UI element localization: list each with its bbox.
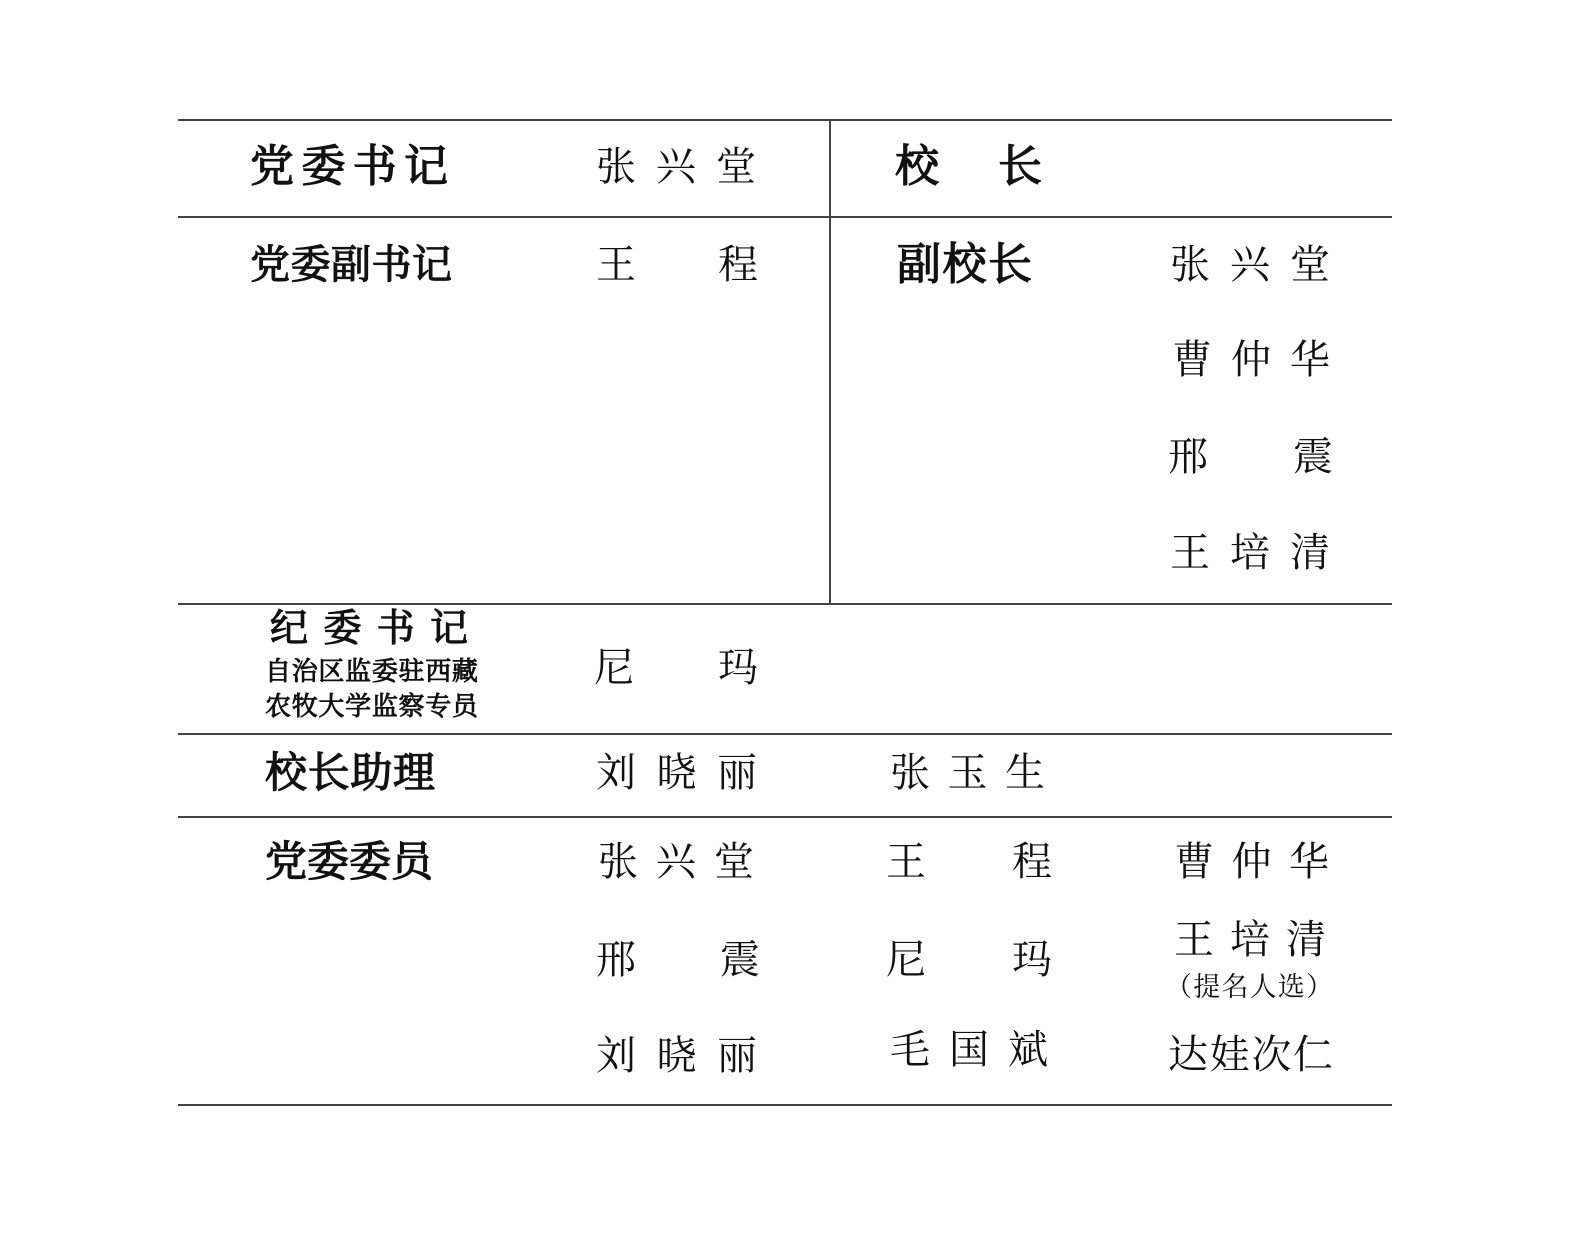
- committee-member-name: [596, 935, 760, 985]
- committee-member-name: [1174, 837, 1329, 887]
- president-assistant-name: [890, 748, 1045, 798]
- glyph: 副: [897, 239, 941, 290]
- glyph: 娃: [1209, 1032, 1250, 1078]
- discipline-secretary-name: [594, 643, 758, 693]
- glyph: 国: [949, 1027, 989, 1073]
- glyph: 驻: [398, 657, 425, 687]
- glyph: 培: [1230, 530, 1270, 576]
- glyph: 兴: [1230, 242, 1270, 288]
- glyph: 员: [391, 837, 434, 886]
- glyph: 晓: [656, 750, 697, 796]
- glyph: 记: [429, 605, 468, 650]
- glyph: 丽: [717, 1033, 757, 1079]
- glyph: 记: [412, 241, 452, 288]
- glyph: 监: [371, 692, 398, 722]
- glyph: 区: [318, 657, 345, 687]
- glyph: 治: [291, 657, 318, 687]
- discipline-secretary-title: [270, 606, 468, 650]
- glyph: 刘: [596, 750, 636, 796]
- glyph: 晓: [656, 1033, 697, 1079]
- glyph: 委: [323, 605, 362, 650]
- glyph: 自: [265, 657, 292, 687]
- glyph: 王: [596, 242, 636, 288]
- party-committee-title: [265, 836, 433, 888]
- vice-president-name: [1172, 335, 1330, 385]
- glyph: 达: [1168, 1032, 1208, 1078]
- glyph: 委: [301, 141, 346, 192]
- glyph: 校: [265, 748, 308, 797]
- committee-member-name: [1168, 1030, 1333, 1080]
- column-divider: [829, 119, 831, 603]
- glyph: 王: [1170, 530, 1210, 576]
- glyph: 清: [1290, 530, 1330, 576]
- glyph: 曹: [1174, 839, 1214, 885]
- glyph: 王: [886, 839, 926, 885]
- glyph: 校: [942, 239, 987, 290]
- glyph: 程: [718, 242, 758, 288]
- glyph: 校: [895, 141, 939, 192]
- glyph: 党: [250, 141, 294, 192]
- supervisor-title-line: [265, 691, 478, 723]
- glyph: 牧: [291, 692, 318, 722]
- glyph: 张: [1170, 242, 1210, 288]
- glyph: 大: [318, 692, 345, 722]
- glyph: 委: [349, 837, 392, 886]
- glyph: 震: [1293, 434, 1333, 480]
- glyph: 堂: [1290, 242, 1330, 288]
- glyph: 纪: [270, 605, 309, 650]
- glyph: 尼: [886, 937, 926, 983]
- row-divider: [178, 1104, 1392, 1106]
- glyph: 清: [1286, 917, 1326, 963]
- glyph: 仲: [1231, 337, 1271, 383]
- glyph: 书: [371, 241, 412, 288]
- deputy-party-secretary-name: [596, 240, 758, 290]
- glyph: 张: [596, 144, 636, 190]
- glyph: 玉: [947, 750, 988, 796]
- glyph: 长: [307, 748, 350, 797]
- glyph: 王: [1174, 917, 1214, 963]
- glyph: 刘: [596, 1033, 636, 1079]
- glyph: 生: [1005, 750, 1045, 796]
- glyph: （: [1165, 971, 1192, 1003]
- glyph: 党: [250, 241, 290, 288]
- glyph: 人: [1249, 971, 1277, 1003]
- glyph: 玛: [718, 645, 758, 691]
- glyph: 长: [998, 141, 1042, 192]
- glyph: 华: [1289, 839, 1329, 885]
- glyph: 学: [345, 692, 372, 722]
- glyph: 邢: [1168, 434, 1208, 480]
- glyph: 斌: [1008, 1027, 1048, 1073]
- row-divider: [178, 119, 1392, 121]
- nomination-note: [1165, 971, 1333, 1003]
- glyph: 察: [398, 692, 425, 722]
- glyph: 培: [1230, 917, 1270, 963]
- glyph: 玛: [1012, 937, 1052, 983]
- vice-president-name: [1170, 240, 1330, 290]
- president-title: [895, 141, 1042, 193]
- glyph: 曹: [1172, 337, 1212, 383]
- glyph: 名: [1221, 971, 1249, 1003]
- supervisor-title-line: [265, 656, 478, 688]
- glyph: 仲: [1231, 839, 1272, 885]
- glyph: 邢: [596, 937, 636, 983]
- glyph: 委: [371, 657, 398, 687]
- glyph: 理: [392, 748, 435, 797]
- glyph: 提: [1193, 971, 1221, 1003]
- glyph: 张: [890, 750, 930, 796]
- deputy-party-secretary-title: [250, 239, 452, 291]
- committee-member-name: [886, 935, 1052, 985]
- glyph: 农: [265, 692, 292, 722]
- glyph: 次: [1251, 1032, 1292, 1078]
- glyph: 丽: [717, 750, 757, 796]
- glyph: 委: [290, 241, 331, 288]
- glyph: 西: [425, 657, 452, 687]
- glyph: 选: [1277, 971, 1305, 1003]
- glyph: 专: [425, 692, 452, 722]
- glyph: 仁: [1292, 1032, 1333, 1078]
- glyph: 党: [265, 837, 308, 886]
- glyph: 书: [376, 605, 415, 650]
- glyph: 尼: [594, 645, 634, 691]
- glyph: 助: [350, 748, 393, 797]
- glyph: 堂: [716, 144, 756, 190]
- glyph: 张: [598, 839, 638, 885]
- president-assistant-name: [596, 748, 757, 798]
- glyph: 震: [720, 937, 760, 983]
- glyph: 藏: [451, 657, 478, 687]
- committee-member-name: [596, 1031, 757, 1081]
- row-divider: [178, 216, 1392, 218]
- row-divider: [178, 816, 1392, 818]
- glyph: 堂: [714, 839, 754, 885]
- glyph: 长: [988, 239, 1032, 290]
- row-divider: [178, 733, 1392, 735]
- party-secretary-name: [596, 142, 756, 192]
- committee-member-name: [890, 1025, 1048, 1075]
- glyph: 委: [307, 837, 350, 886]
- glyph: 记: [403, 141, 448, 192]
- glyph: 兴: [656, 144, 696, 190]
- glyph: 兴: [656, 839, 696, 885]
- committee-member-name: [886, 837, 1052, 887]
- glyph: 程: [1012, 839, 1052, 885]
- committee-member-name: [1174, 915, 1326, 965]
- glyph: 副: [331, 241, 371, 288]
- glyph: 华: [1290, 337, 1330, 383]
- vice-president-name: [1170, 528, 1330, 578]
- glyph: 员: [451, 692, 478, 722]
- vice-president-name: [1168, 432, 1333, 482]
- vice-president-title: [897, 239, 1032, 291]
- party-secretary-title: [250, 141, 448, 193]
- glyph: 书: [352, 141, 397, 192]
- glyph: 毛: [890, 1027, 930, 1073]
- committee-member-name: [598, 837, 754, 887]
- glyph: 监: [345, 657, 372, 687]
- president-assistant-title: [265, 747, 435, 799]
- glyph: ）: [1305, 971, 1333, 1003]
